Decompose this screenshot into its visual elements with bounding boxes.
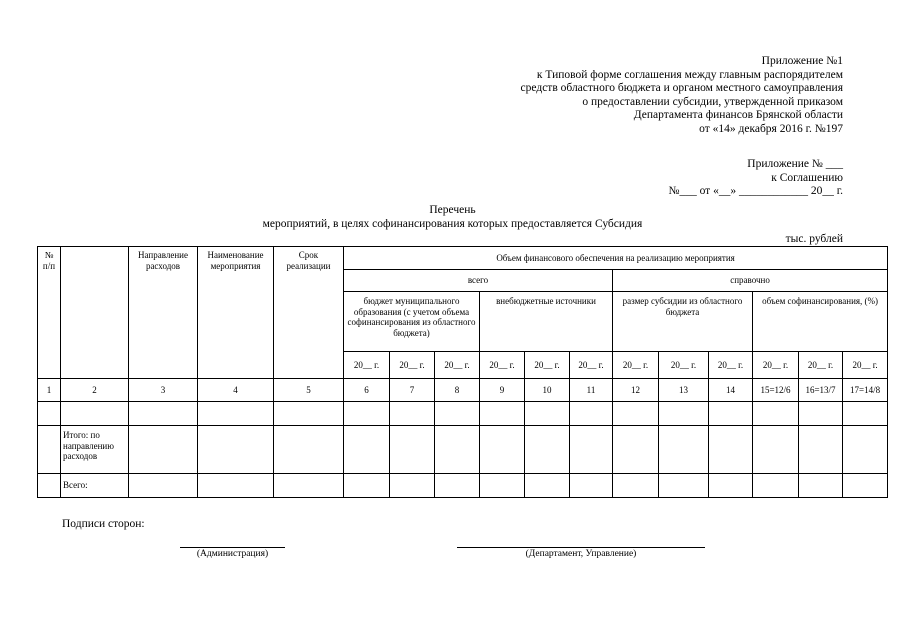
header-term: Срок реализации	[274, 247, 344, 379]
year-cell: 20__ г.	[435, 352, 480, 379]
header-group-reference: справочно	[613, 270, 888, 292]
signature-label-right: (Департамент, Управление)	[525, 549, 637, 559]
column-number: 8	[435, 379, 480, 402]
table-cell	[799, 426, 843, 474]
signature-line-left	[180, 547, 285, 548]
table-cell	[344, 474, 390, 498]
table-cell	[525, 402, 570, 426]
table-cell	[390, 426, 435, 474]
table-cell	[659, 474, 709, 498]
year-cell: 20__ г.	[570, 352, 613, 379]
table-cell	[799, 402, 843, 426]
table-cell	[753, 402, 799, 426]
signature-line-right	[457, 547, 705, 548]
units-label: тыс. рублей	[785, 233, 843, 245]
appendix-agreement-line: к Соглашению	[771, 171, 843, 184]
header-measure-name: Наименование мероприятия	[198, 247, 274, 379]
table-cell	[38, 426, 61, 474]
table-cell	[274, 474, 344, 498]
table-cell	[613, 402, 659, 426]
table-cell	[570, 474, 613, 498]
year-cell: 20__ г.	[613, 352, 659, 379]
table-cell	[480, 474, 525, 498]
table-cell	[659, 426, 709, 474]
table-cell	[435, 474, 480, 498]
appendix-agreement-header	[668, 158, 843, 199]
table-cell	[659, 402, 709, 426]
table-row-subtotal	[38, 426, 888, 474]
measures-table	[37, 246, 888, 498]
table-cell	[435, 402, 480, 426]
year-cell: 20__ г.	[525, 352, 570, 379]
header-blank	[61, 247, 129, 379]
table-cell	[198, 474, 274, 498]
table-cell	[613, 426, 659, 474]
table-cell	[129, 474, 198, 498]
column-number: 16=13/7	[799, 379, 843, 402]
table-cell	[799, 474, 843, 498]
column-number: 3	[129, 379, 198, 402]
document-subtitle: мероприятий, в целях софинансирования которых предоставляется Субсидия	[262, 218, 643, 230]
table-cell	[390, 474, 435, 498]
column-number: 6	[344, 379, 390, 402]
table-cell	[613, 474, 659, 498]
table-row	[38, 402, 888, 426]
header-direction: Направление расходов	[129, 247, 198, 379]
header-off-budget: внебюджетные источники	[480, 292, 613, 352]
table-cell	[274, 402, 344, 426]
document-title: Перечень	[429, 204, 476, 216]
total-label: Всего:	[61, 474, 129, 498]
table-cell	[709, 426, 753, 474]
table-cell	[843, 474, 888, 498]
column-number: 4	[198, 379, 274, 402]
header-financing-volume: Объем финансового обеспечения на реализацию мероприятия	[344, 247, 888, 270]
column-number: 12	[613, 379, 659, 402]
appendix-1-line: Приложение №1	[761, 55, 843, 67]
signature-label-left: (Администрация)	[196, 549, 269, 559]
table-cell	[344, 426, 390, 474]
column-number: 13	[659, 379, 709, 402]
appendix-1-line: к Типовой форме соглашения между главным распорядителем	[536, 68, 843, 81]
signatures-heading: Подписи сторон:	[62, 518, 145, 530]
table-cell	[843, 426, 888, 474]
table-cell	[753, 426, 799, 474]
column-number: 9	[480, 379, 525, 402]
table-cell	[570, 402, 613, 426]
table-cell	[709, 474, 753, 498]
header-number: № п/п	[38, 247, 61, 379]
appendix-1-line: средств областного бюджета и органом местного самоуправления	[520, 82, 843, 95]
year-cell: 20__ г.	[390, 352, 435, 379]
column-number: 5	[274, 379, 344, 402]
table-cell	[198, 426, 274, 474]
column-number: 1	[38, 379, 61, 402]
table-cell	[480, 426, 525, 474]
table-cell	[570, 426, 613, 474]
year-cell: 20__ г.	[480, 352, 525, 379]
table-cell	[709, 402, 753, 426]
table-cell	[129, 402, 198, 426]
column-number: 2	[61, 379, 129, 402]
appendix-1-line: от «14» декабря 2016 г. №197	[699, 122, 843, 135]
appendix-agreement-line: №___ от «__» ____________ 20__ г.	[668, 185, 843, 198]
column-number: 17=14/8	[843, 379, 888, 402]
column-number: 10	[525, 379, 570, 402]
table-cell	[525, 474, 570, 498]
header-municipal-budget: бюджет муниципального образования (с учетом объема софинансирования из областного бюджета)	[344, 292, 480, 352]
table-cell	[843, 402, 888, 426]
table-cell	[753, 474, 799, 498]
table-cell	[38, 402, 61, 426]
column-number: 7	[390, 379, 435, 402]
year-cell: 20__ г.	[843, 352, 888, 379]
table-cell	[274, 426, 344, 474]
year-cell: 20__ г.	[799, 352, 843, 379]
header-group-total: всего	[344, 270, 613, 292]
table-row-total	[38, 474, 888, 498]
appendix-1-line: о предоставлении субсидии, утвержденной приказом	[582, 95, 843, 108]
table-cell	[344, 402, 390, 426]
table-cell	[525, 426, 570, 474]
column-number: 11	[570, 379, 613, 402]
year-cell: 20__ г.	[659, 352, 709, 379]
subtotal-label: Итого: по направлению расходов	[61, 426, 129, 474]
table-cell	[61, 402, 129, 426]
column-number: 14	[709, 379, 753, 402]
column-number: 15=12/6	[753, 379, 799, 402]
table-cell	[480, 402, 525, 426]
year-cell: 20__ г.	[753, 352, 799, 379]
table-cell	[198, 402, 274, 426]
table-cell	[390, 402, 435, 426]
table-cell	[38, 474, 61, 498]
appendix-1-line: Департамента финансов Брянской области	[633, 109, 843, 122]
appendix-1-header	[521, 55, 843, 137]
header-subsidy-size: размер субсидии из областного бюджета	[613, 292, 753, 352]
year-cell: 20__ г.	[344, 352, 390, 379]
header-cofinancing: объем софинансирования, (%)	[753, 292, 888, 352]
year-cell: 20__ г.	[709, 352, 753, 379]
table-cell	[129, 426, 198, 474]
table-cell	[435, 426, 480, 474]
appendix-agreement-line: Приложение № ___	[747, 158, 843, 170]
